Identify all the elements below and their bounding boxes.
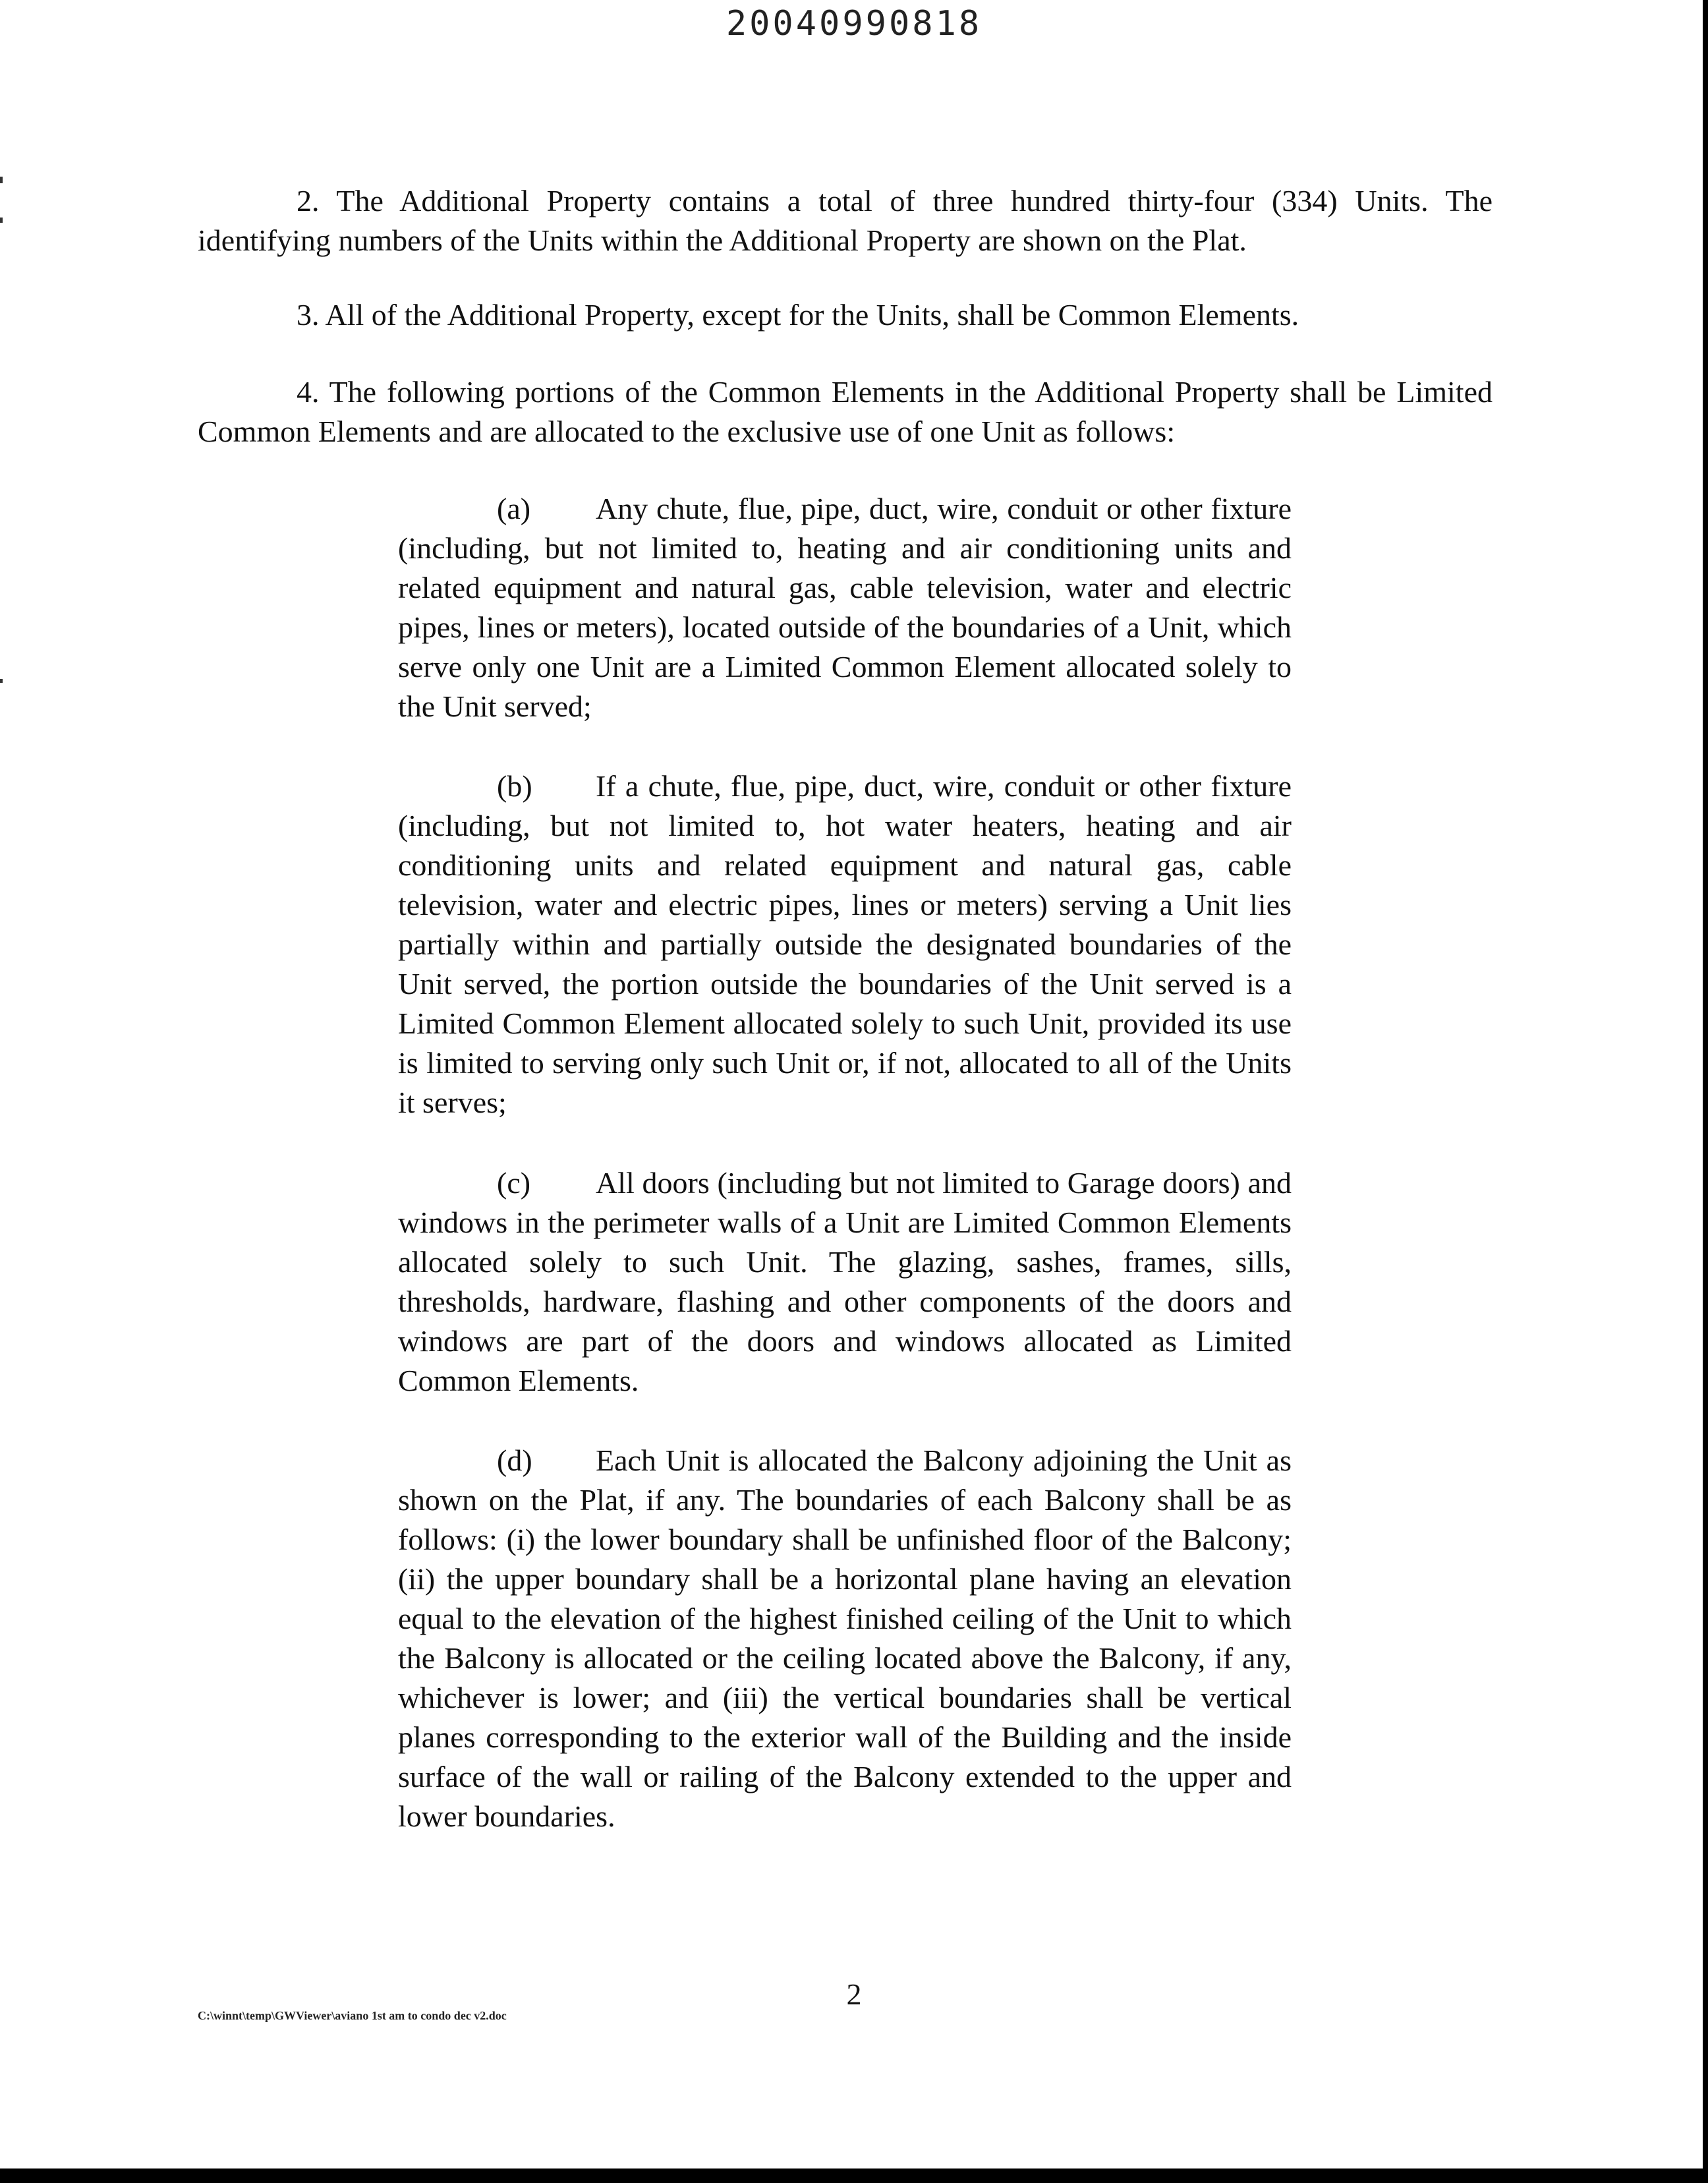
file-path-footer: C:\winnt\temp\GWViewer\aviano 1st am to condo dec v2.doc	[198, 2009, 507, 2022]
subparagraph-marker: (a)	[497, 492, 531, 525]
scan-edge-mark	[0, 679, 3, 683]
subparagraph-b	[398, 767, 1292, 1122]
page-number: 2	[846, 1977, 862, 2011]
subparagraph-c	[398, 1163, 1292, 1401]
scan-edge-mark	[0, 218, 3, 223]
scan-border-bottom	[0, 2168, 1708, 2183]
subparagraph-text: Any chute, flue, pipe, duct, wire, conduit or other fixture (including, but not limited to, heating and air conditioning units and related equipment and natural gas, cable television, water and electric pipes, lines or meters), located outside of the boundaries of a Unit, which serve only one Unit are a Limited Common Element allocated solely to the Unit served;	[398, 492, 1292, 723]
document-number: 20040990818	[726, 4, 982, 44]
subparagraph-text: Each Unit is allocated the Balcony adjoining the Unit as shown on the Plat, if any. The boundaries of each Balcony shall be as follows: (i) the lower boundary shall be unfinished floor of the Balcony; (ii) the upper boundary shall be a horizontal plane having an elevation equal to the elevation of the highest finished ceiling of the Unit to which the Balcony is allocated or the ceiling located above the Balcony, if any, whichever is lower; and (iii) the vertical boundaries shall be vertical planes corresponding to the exterior wall of the Building and the inside surface of the wall or railing of the Balcony extended to the upper and lower boundaries.	[398, 1443, 1292, 1833]
subparagraph-marker: (c)	[497, 1166, 531, 1200]
subparagraph-d	[398, 1441, 1292, 1836]
subparagraph-marker: (d)	[497, 1443, 532, 1477]
subparagraph-text: If a chute, flue, pipe, duct, wire, conduit or other fixture (including, but not limited to, hot water heaters, heating and air conditioning units and related equipment and natural gas, cable television, water and electric pipes, lines or meters) serving a Unit lies partially within and partially outside the designated boundaries of the Unit served, the portion outside the boundaries of the Unit served is a Limited Common Element allocated solely to such Unit, provided its use is limited to serving only such Unit or, if not, allocated to all of the Units it serves;	[398, 769, 1292, 1119]
scan-edge-mark	[0, 177, 3, 183]
subparagraph-marker: (b)	[497, 769, 532, 803]
paragraph-3: 3. All of the Additional Property, except for the Units, shall be Common Elements.	[297, 298, 1299, 332]
paragraph-2: 2. The Additional Property contains a total of three hundred thirty-four (334) Units. The identifying numbers of the Units within the Additional Property are shown on the Plat.	[198, 184, 1493, 257]
paragraph-4: 4. The following portions of the Common Elements in the Additional Property shall be Limited Common Elements and are allocated to the exclusive use of one Unit as follows:	[198, 375, 1493, 448]
scan-border-right	[1703, 0, 1708, 2183]
subparagraph-text: All doors (including but not limited to Garage doors) and windows in the perimeter walls of a Unit are Limited Common Elements allocated solely to such Unit. The glazing, sashes, frames, sills, thresholds, hardware, flashing and other components of the doors and windows are part of the doors and windows allocated as Limited Common Elements.	[398, 1166, 1292, 1397]
subparagraph-a	[398, 489, 1292, 726]
